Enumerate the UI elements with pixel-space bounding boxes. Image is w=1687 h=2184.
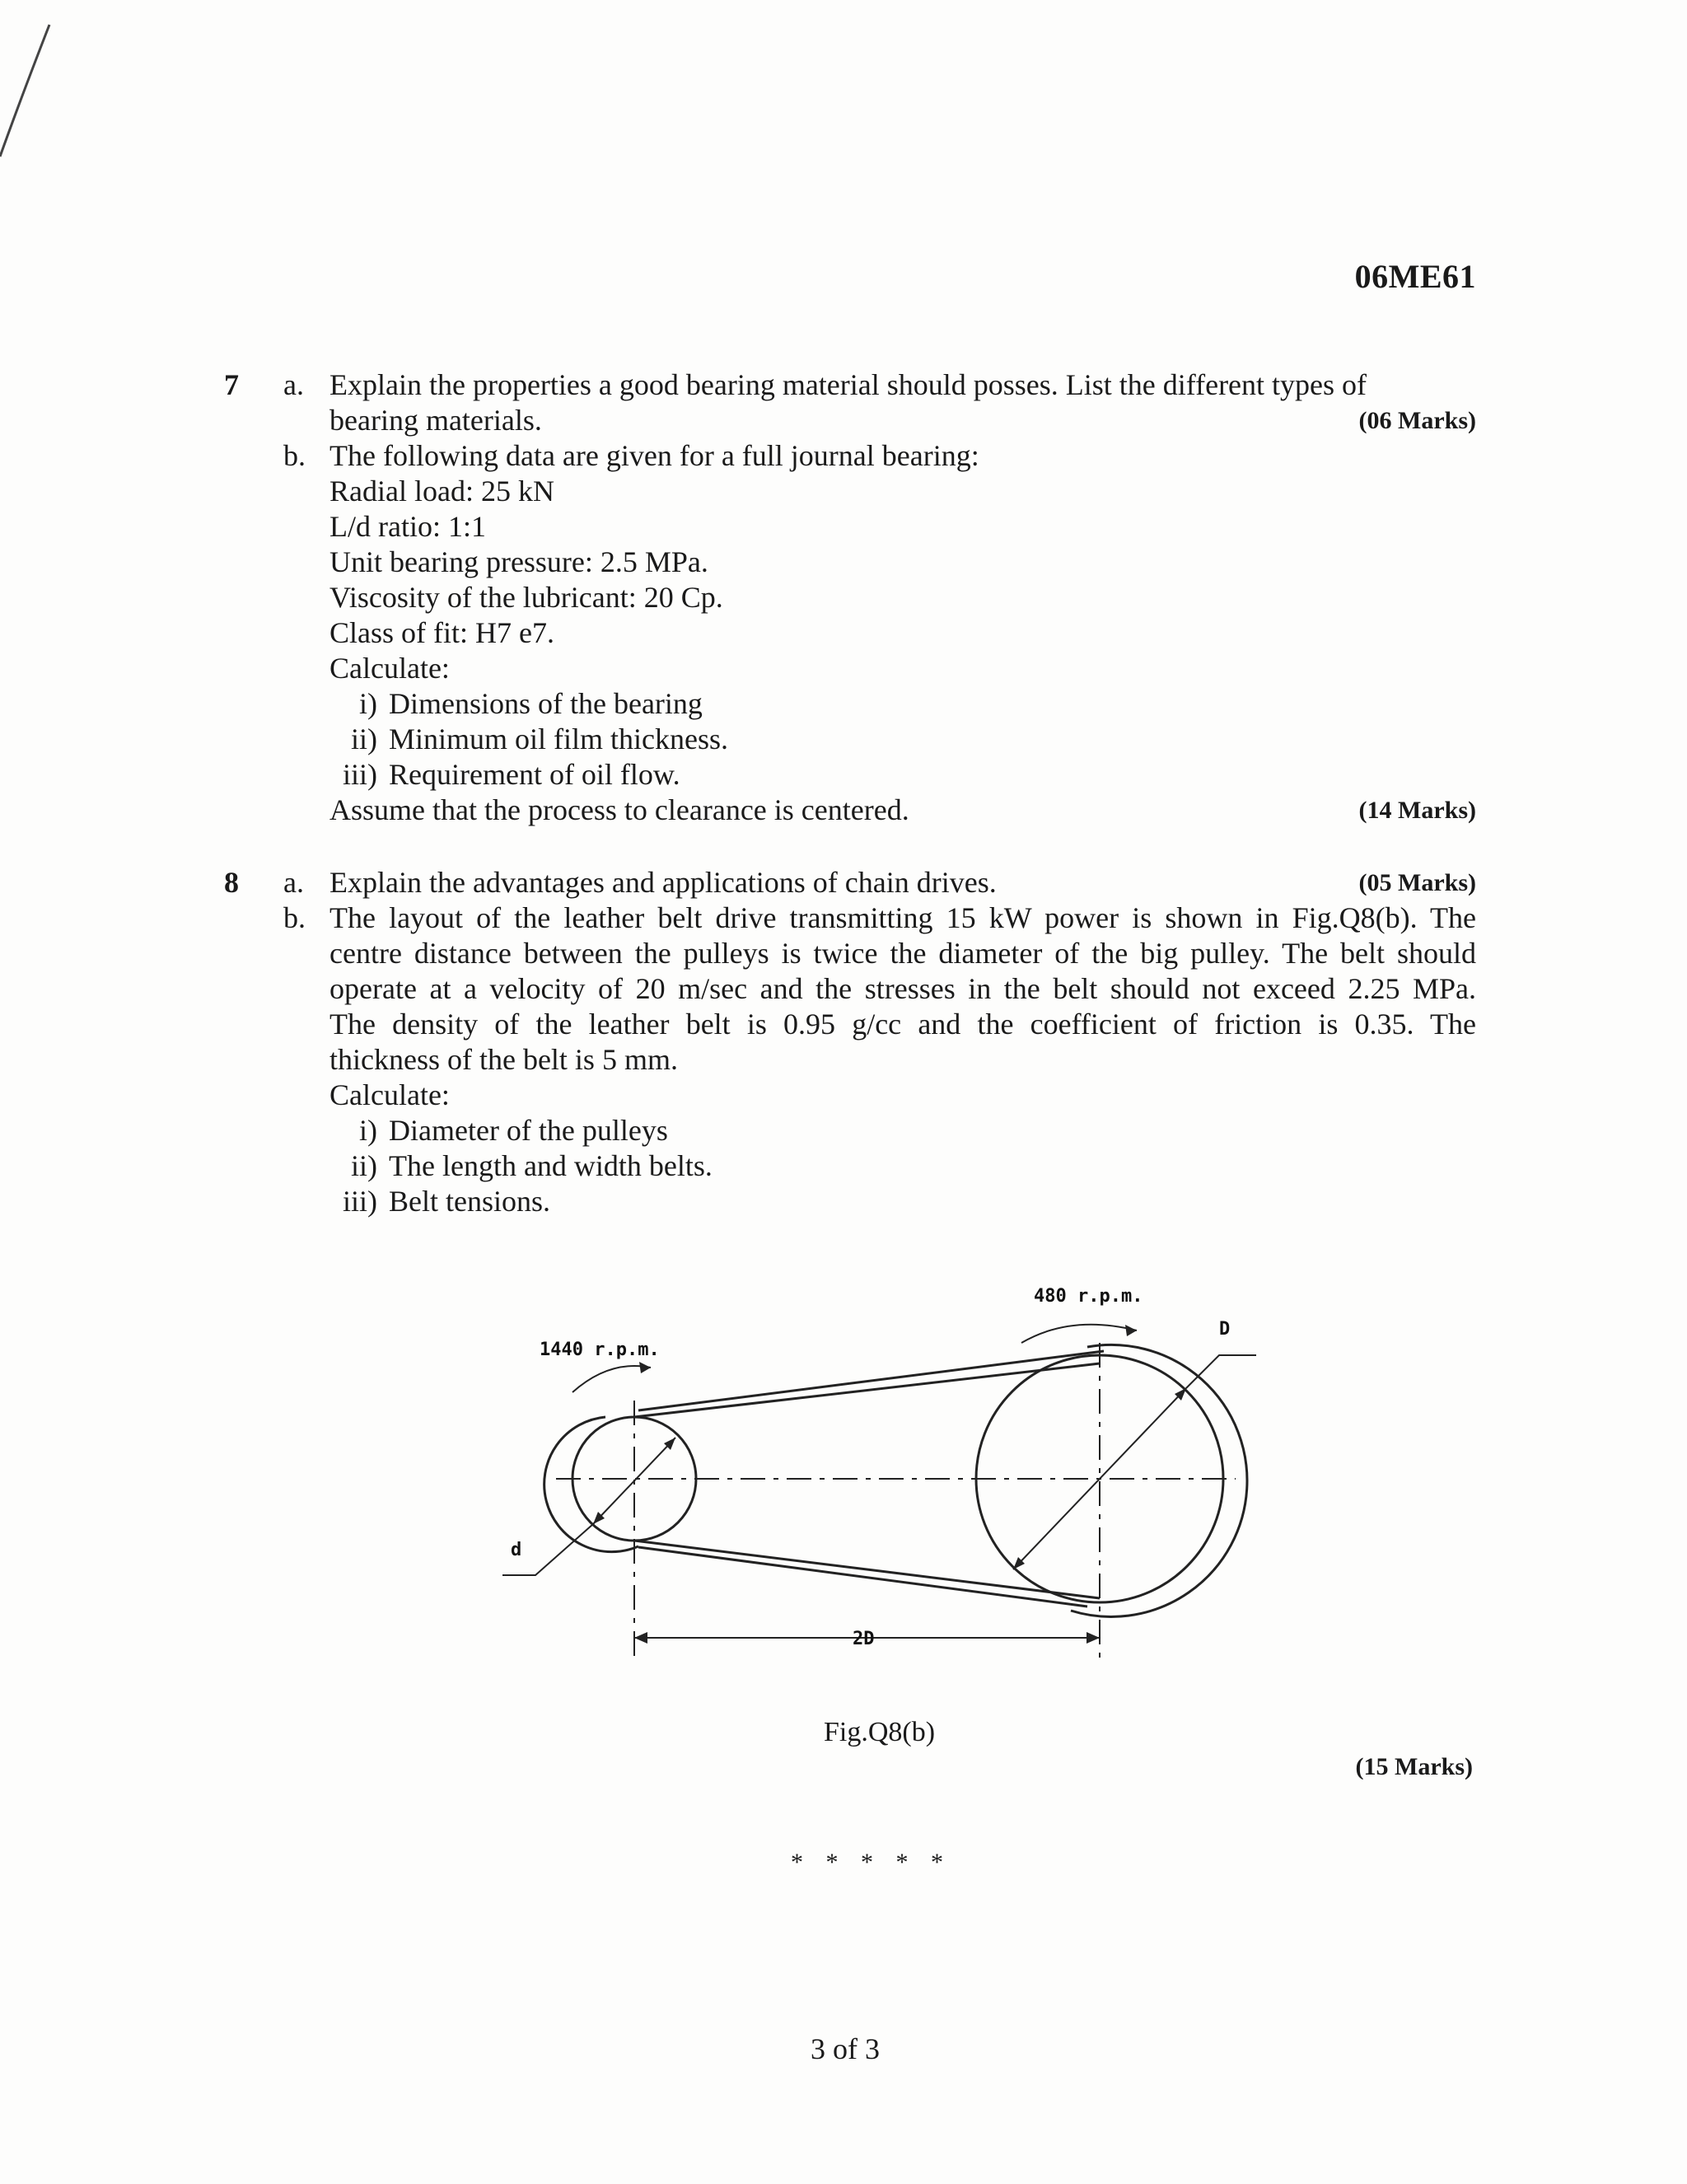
center-distance-label: 2D <box>853 1629 875 1649</box>
sub-item <box>329 757 1476 793</box>
sub-item-label: i) <box>359 687 377 720</box>
figure-caption: Fig.Q8(b) <box>824 1717 936 1747</box>
paper-code: 06ME61 <box>1354 258 1476 295</box>
part-label: a. <box>283 368 304 401</box>
sub-item-text: Minimum oil film thickness. <box>389 723 728 755</box>
marks-label: (05 Marks) <box>1358 869 1476 896</box>
arrowhead <box>1087 1632 1100 1644</box>
data-item: L/d ratio: 1:1 <box>329 510 486 543</box>
sub-item-text: Requirement of oil flow. <box>389 758 680 791</box>
marks-label: (14 Marks) <box>1358 797 1476 824</box>
end-stars: * * * * * <box>791 1849 951 1876</box>
page-number: 3 of 3 <box>811 2032 880 2065</box>
question-text <box>329 900 1476 1078</box>
question-text: Explain the properties a good bearing material should posses. List the different types of <box>329 368 1367 401</box>
question-text-cont <box>329 403 1476 438</box>
small-pulley-speed: 1440 r.p.m. <box>540 1340 660 1360</box>
sub-item-label: ii) <box>351 1149 377 1182</box>
large-diameter-label: D <box>1219 1319 1231 1340</box>
question-number: 7 <box>224 368 239 401</box>
arrowhead <box>634 1632 647 1644</box>
large-pulley-speed: 480 r.p.m. <box>1034 1286 1143 1307</box>
question-text-line <box>329 865 1476 900</box>
sub-item-text: Belt tensions. <box>389 1185 550 1218</box>
sub-item-label: i) <box>359 1114 377 1147</box>
belt-drive-figure <box>478 1269 1285 1681</box>
arrowhead <box>639 1362 651 1373</box>
part-label: a. <box>283 866 304 899</box>
belt-tight-side-outer <box>638 1351 1104 1410</box>
part-label: b. <box>283 901 306 934</box>
question-text: Assume that the process to clearance is centered. <box>329 793 909 826</box>
data-item: Class of fit: H7 e7. <box>329 616 554 649</box>
small-diameter-label: d <box>511 1540 522 1560</box>
large-rotation-arrow <box>1021 1325 1137 1343</box>
scan-edge-mark <box>0 0 66 165</box>
sub-item-label: ii) <box>351 723 377 755</box>
question-line: thickness of the belt is 5 mm. <box>329 1043 678 1076</box>
sub-item-text: Dimensions of the bearing <box>389 687 703 720</box>
question-line: centre distance between the pulleys is twice the diameter of the big pulley. The belt should <box>329 937 1476 970</box>
question-text: The following data are given for a full journal bearing: <box>329 439 979 472</box>
sub-item <box>329 1113 1476 1148</box>
belt-tight-side <box>634 1363 1100 1417</box>
large-dia-leader <box>1186 1355 1256 1388</box>
question-7 <box>224 367 1476 828</box>
question-8b <box>283 900 1476 1219</box>
calculate-label: Calculate: <box>329 652 450 685</box>
sub-item <box>329 722 1476 757</box>
sub-item-label: iii) <box>343 758 377 791</box>
sub-item <box>329 1184 1476 1219</box>
small-pulley-belt-wrap <box>544 1417 638 1552</box>
assumption-text <box>329 793 1476 828</box>
small-rotation-arrow <box>572 1366 651 1392</box>
arrowhead <box>1125 1325 1137 1336</box>
data-item: Radial load: 25 kN <box>329 475 554 507</box>
sub-item <box>329 1148 1476 1184</box>
calculate-label: Calculate: <box>329 1078 450 1111</box>
data-item: Unit bearing pressure: 2.5 MPa. <box>329 545 708 578</box>
question-text: bearing materials. <box>329 404 542 437</box>
data-item: Viscosity of the lubricant: 20 Cp. <box>329 581 723 614</box>
sub-item <box>329 686 1476 722</box>
part-label: b. <box>283 439 306 472</box>
marks-label: (06 Marks) <box>1358 407 1476 434</box>
belt-slack-side-outer <box>638 1547 1087 1606</box>
question-text: Explain the advantages and applications of chain drives. <box>329 866 997 899</box>
question-8 <box>224 865 1476 1219</box>
question-line: The layout of the leather belt drive transmitting 15 kW power is shown in Fig.Q8(b). The <box>329 901 1476 934</box>
sub-item-text: Diameter of the pulleys <box>389 1114 668 1147</box>
question-line: operate at a velocity of 20 m/sec and the stresses in the belt should not exceed 2.25 MPa. <box>329 972 1476 1005</box>
question-7b <box>283 438 1476 828</box>
sub-item-label: iii) <box>343 1185 377 1218</box>
marks-label: (15 Marks) <box>1355 1753 1473 1780</box>
belt-slack-side <box>634 1541 1100 1598</box>
question-7a <box>283 367 1476 438</box>
question-line: The density of the leather belt is 0.95 g/cc and the coefficient of friction is 0.35. The <box>329 1008 1476 1041</box>
question-number: 8 <box>224 866 239 899</box>
sub-item-text: The length and width belts. <box>389 1149 713 1182</box>
question-8a <box>283 865 1476 900</box>
